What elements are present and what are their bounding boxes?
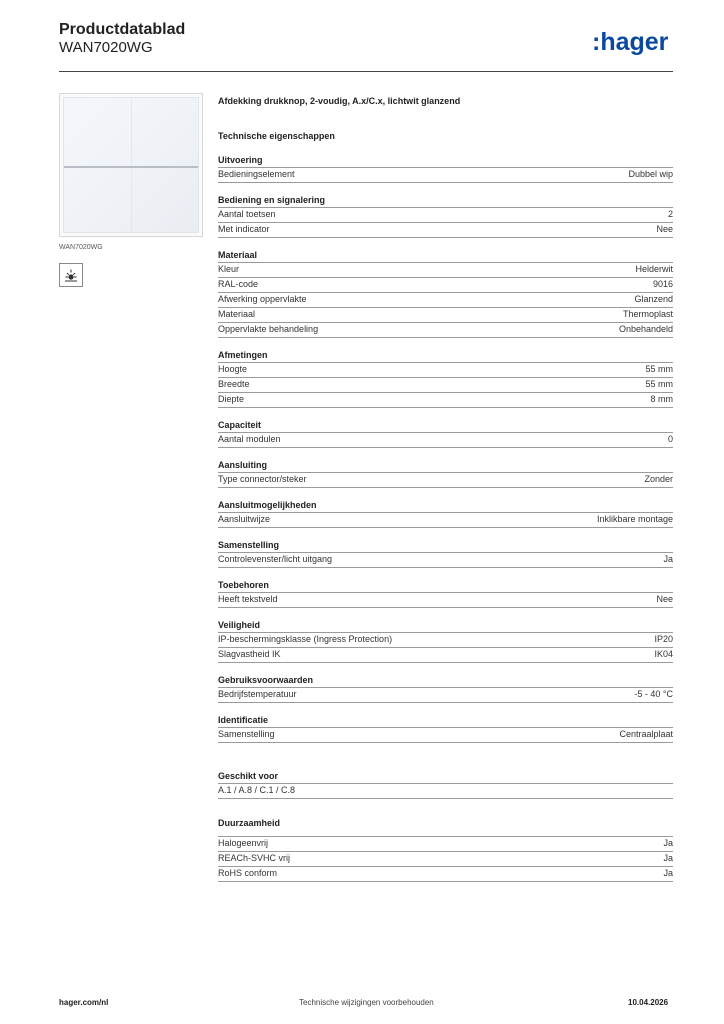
spec-row — [218, 851, 673, 866]
spec-row — [218, 472, 673, 488]
spec-group — [218, 418, 673, 448]
spec-row — [218, 647, 673, 663]
group-title: Aansluiting — [218, 460, 267, 470]
spec-value: Centraalplaat — [619, 729, 673, 739]
spec-value: Glanzend — [634, 294, 673, 304]
hager-logo — [592, 28, 674, 56]
spec-label: Type connector/steker — [218, 474, 307, 484]
spec-label: Hoogte — [218, 364, 248, 374]
group-title: Capaciteit — [218, 420, 262, 430]
spec-label: RAL-code — [218, 279, 259, 289]
group-title: Duurzaamheid — [218, 818, 281, 828]
group-title: Uitvoering — [218, 155, 263, 165]
footer-date: 10.04.2026 — [628, 998, 669, 1007]
spec-label: Kleur — [218, 264, 240, 274]
spec-label: RoHS conform — [218, 868, 278, 878]
spec-label: Aantal toetsen — [218, 209, 276, 219]
spec-label: Afwerking oppervlakte — [218, 294, 307, 304]
spec-label: Aantal modulen — [218, 434, 281, 444]
spec-value: 0 — [667, 434, 673, 444]
spec-value: Zonder — [644, 474, 673, 484]
spec-row — [218, 262, 673, 277]
footer-disclaimer: Technische wijzigingen voorbehouden — [299, 998, 434, 1007]
spec-label: Halogeenvrij — [218, 838, 269, 848]
spec-value: Ja — [663, 868, 673, 878]
product-description: Afdekking drukknop, 2-voudig, A.x/C.x, lichtwit glanzend — [218, 96, 461, 106]
group-title: Materiaal — [218, 250, 258, 260]
spec-row — [218, 552, 673, 568]
spec-value: 2 — [667, 209, 673, 219]
spec-group — [218, 538, 673, 568]
spec-label: REACh-SVHC vrij — [218, 853, 291, 863]
spec-group — [218, 618, 673, 663]
spec-label: Bedrijfstemperatuur — [218, 689, 297, 699]
spec-row — [218, 687, 673, 703]
spec-content — [218, 94, 673, 882]
spec-group — [218, 348, 673, 408]
spec-label: Breedte — [218, 379, 250, 389]
spec-group — [218, 498, 673, 528]
spec-value: Ja — [663, 853, 673, 863]
spec-group — [218, 673, 673, 703]
spec-label: Bedieningselement — [218, 169, 295, 179]
spec-value: Nee — [656, 224, 673, 234]
group-title: Toebehoren — [218, 580, 269, 590]
spec-row — [218, 392, 673, 408]
spec-label: Materiaal — [218, 309, 256, 319]
spec-row — [218, 727, 673, 743]
group-title: Gebruiksvoorwaarden — [218, 675, 314, 685]
group-title: Identificatie — [218, 715, 269, 725]
spec-label: Met indicator — [218, 224, 270, 234]
group-title: Samenstelling — [218, 540, 280, 550]
spec-label: IP-beschermingsklasse (Ingress Protection) — [218, 634, 393, 644]
spec-row — [218, 362, 673, 377]
spec-group — [218, 193, 673, 238]
spec-label: Slagvastheid IK — [218, 649, 281, 659]
footer-website[interactable]: hager.com/nl — [59, 998, 109, 1007]
spec-value: Dubbel wip — [628, 169, 673, 179]
spec-row — [218, 836, 673, 851]
group-title: Geschikt voor — [218, 771, 279, 781]
spec-row — [218, 866, 673, 882]
suitable-for-section — [218, 769, 673, 799]
product-code: WAN7020WG — [59, 39, 153, 56]
group-title: Afmetingen — [218, 350, 268, 360]
page-title: Productdatablad — [59, 21, 186, 38]
spec-row — [218, 432, 673, 448]
spec-row — [218, 783, 673, 799]
group-title: Bediening en signalering — [218, 195, 326, 205]
group-title: Aansluitmogelijkheden — [218, 500, 317, 510]
spec-value: Ja — [663, 554, 673, 564]
spec-groups — [218, 153, 673, 743]
spec-row — [218, 307, 673, 322]
spec-group — [218, 153, 673, 183]
spec-value: -5 - 40 °C — [634, 689, 673, 699]
group-title: Veiligheid — [218, 620, 261, 630]
spec-row — [218, 592, 673, 608]
spec-value: 9016 — [652, 279, 673, 289]
spec-value: Helderwit — [635, 264, 673, 274]
spec-value: Onbehandeld — [618, 324, 673, 334]
logo-text: :hager — [592, 28, 669, 56]
rocker-center-line — [64, 166, 198, 168]
spec-label: A.1 / A.8 / C.1 / C.8 — [218, 785, 296, 795]
spec-value: Inklikbare montage — [596, 514, 673, 524]
spec-value: Ja — [663, 838, 673, 848]
spec-label: Aansluitwijze — [218, 514, 271, 524]
spec-row — [218, 292, 673, 307]
tech-heading: Technische eigenschappen — [218, 131, 335, 141]
spec-label: Heeft tekstveld — [218, 594, 278, 604]
spec-row — [218, 512, 673, 528]
spec-row — [218, 322, 673, 338]
spec-group — [218, 578, 673, 608]
spec-group — [218, 458, 673, 488]
spec-label: Oppervlakte behandeling — [218, 324, 319, 334]
spec-group — [218, 713, 673, 743]
spec-value: 55 mm — [645, 364, 673, 374]
spec-value: IP20 — [654, 634, 673, 644]
spec-row — [218, 377, 673, 392]
image-caption: WAN7020WG — [59, 244, 103, 251]
spec-label: Diepte — [218, 394, 245, 404]
spec-label: Controlevenster/licht uitgang — [218, 554, 333, 564]
spec-value: Thermoplast — [622, 309, 673, 319]
spec-value: IK04 — [654, 649, 673, 659]
spec-label: Samenstelling — [218, 729, 275, 739]
light-indicator-icon — [59, 263, 83, 287]
spec-value: Nee — [656, 594, 673, 604]
rocker-split-line — [131, 98, 132, 232]
spec-row — [218, 632, 673, 647]
spec-value: 8 mm — [650, 394, 673, 404]
sustainability-section — [218, 816, 673, 882]
spec-value: 55 mm — [645, 379, 673, 389]
header-divider — [59, 71, 673, 72]
spec-group — [218, 248, 673, 338]
spec-row — [218, 222, 673, 238]
spec-row — [218, 277, 673, 292]
product-image — [59, 93, 203, 237]
spec-row — [218, 167, 673, 183]
cover-plate — [63, 97, 199, 233]
spec-row — [218, 207, 673, 222]
